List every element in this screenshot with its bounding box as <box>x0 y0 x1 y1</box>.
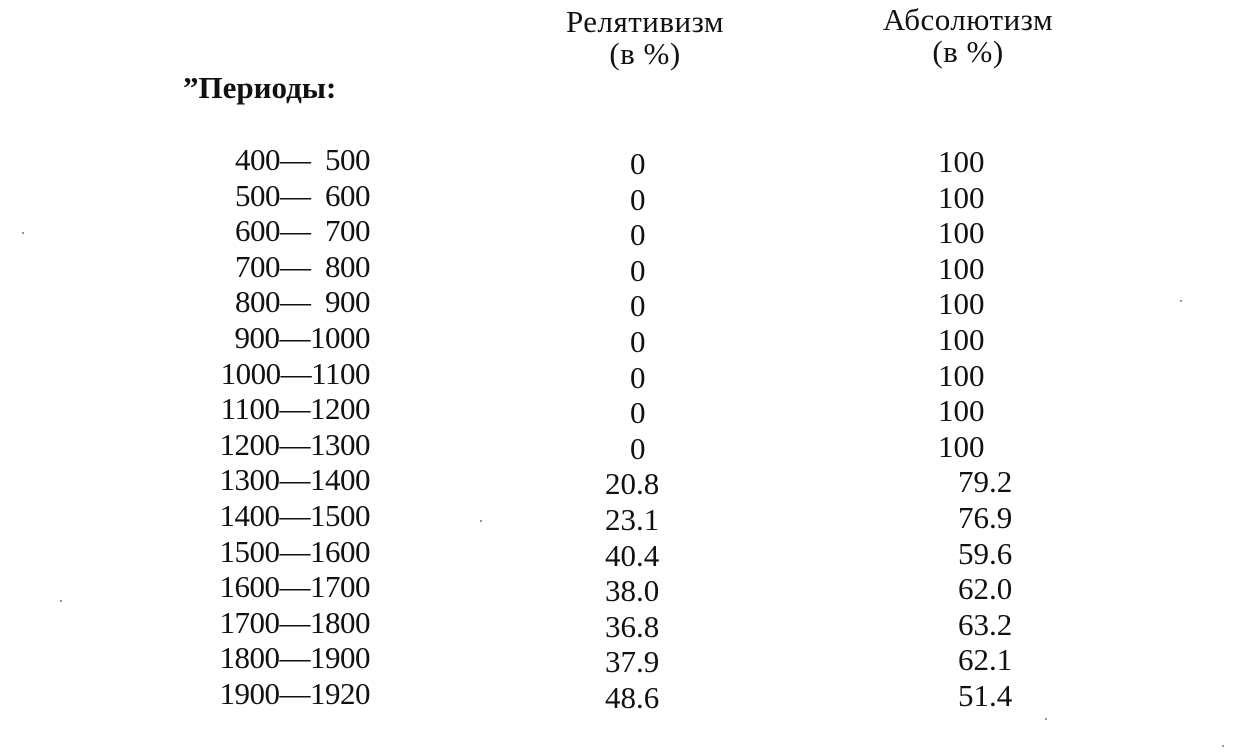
relativism-cell: 0 <box>630 252 646 288</box>
period-cell: 800— 900 <box>235 284 370 320</box>
table-row <box>0 355 1233 395</box>
period-cell: 1300—1400 <box>219 462 370 498</box>
relativism-cell: 38.0 <box>605 573 660 609</box>
relativism-cell: 37.9 <box>605 644 660 680</box>
period-cell: 1900—1920 <box>219 675 370 711</box>
absolutism-cell: 59.6 <box>958 535 1013 571</box>
relativism-cell: 0 <box>630 359 646 395</box>
table-row <box>0 426 1233 466</box>
absolutism-cell: 62.0 <box>958 571 1013 607</box>
table-body <box>0 142 1233 715</box>
relativism-cell: 0 <box>630 430 646 466</box>
relativism-cell: 0 <box>630 181 646 217</box>
relativism-header-title: Релятивизм <box>565 4 725 39</box>
scan-speck <box>60 600 62 602</box>
scan-speck <box>480 520 482 522</box>
scan-speck <box>1222 745 1224 747</box>
relativism-cell: 0 <box>630 217 646 253</box>
absolutism-header-title: Абсолютизм <box>882 2 1054 37</box>
relativism-cell: 0 <box>630 395 646 431</box>
table-row <box>0 533 1233 573</box>
absolutism-cell: 100 <box>938 321 985 357</box>
relativism-cell: 20.8 <box>605 466 660 502</box>
table-row <box>0 462 1233 502</box>
relativism-cell: 0 <box>630 146 646 181</box>
relativism-cell: 0 <box>630 323 646 359</box>
table-row <box>0 604 1233 644</box>
absolutism-cell: 100 <box>938 393 985 429</box>
absolutism-column-header <box>858 4 1078 68</box>
relativism-column-header <box>535 6 755 70</box>
relativism-cell: 36.8 <box>605 608 660 644</box>
period-cell: 1800—1900 <box>219 640 370 676</box>
period-cell: 700— 800 <box>235 248 370 284</box>
scan-speck <box>1045 718 1047 720</box>
absolutism-cell: 63.2 <box>958 606 1013 642</box>
period-cell: 900—1000 <box>234 319 370 355</box>
absolutism-cell: 79.2 <box>958 464 1013 500</box>
relativism-header-unit: (в %) <box>609 36 681 71</box>
absolutism-cell: 100 <box>938 179 985 215</box>
absolutism-cell: 100 <box>938 144 985 179</box>
absolutism-cell: 100 <box>938 428 985 464</box>
relativism-cell: 0 <box>630 288 646 324</box>
table-row <box>0 248 1233 288</box>
table-row <box>0 640 1233 680</box>
relativism-cell: 48.6 <box>605 679 660 715</box>
period-cell: 1500—1600 <box>219 533 370 569</box>
scan-speck <box>22 232 24 234</box>
scan-speck <box>1180 300 1182 302</box>
table-row <box>0 142 1233 181</box>
absolutism-header-unit: (в %) <box>932 34 1004 69</box>
period-cell: 1000—1100 <box>220 355 370 391</box>
period-cell: 1600—1700 <box>219 569 370 605</box>
absolutism-cell: 76.9 <box>958 499 1013 535</box>
table-row <box>0 391 1233 431</box>
absolutism-cell: 100 <box>938 357 985 393</box>
table-row <box>0 497 1233 537</box>
table-row <box>0 284 1233 324</box>
absolutism-cell: 51.4 <box>958 677 1013 713</box>
period-cell: 1200—1300 <box>219 426 370 462</box>
absolutism-cell: 100 <box>938 286 985 322</box>
absolutism-cell: 100 <box>938 215 985 251</box>
absolutism-cell: 100 <box>938 250 985 286</box>
table-row <box>0 675 1233 715</box>
period-cell: 500— 600 <box>235 177 370 213</box>
period-cell: 1100—1200 <box>220 391 370 427</box>
period-cell: 1700—1800 <box>219 604 370 640</box>
table-row <box>0 319 1233 359</box>
absolutism-cell: 62.1 <box>958 642 1013 678</box>
relativism-cell: 23.1 <box>605 501 660 537</box>
table-row <box>0 569 1233 609</box>
period-cell: 400— 500 <box>235 142 370 177</box>
period-cell: 1400—1500 <box>219 497 370 533</box>
table-row <box>0 213 1233 253</box>
relativism-cell: 40.4 <box>605 537 660 573</box>
period-cell: 600— 700 <box>235 213 370 249</box>
periods-column-header: ”Периоды: <box>183 70 337 105</box>
table-row <box>0 177 1233 217</box>
